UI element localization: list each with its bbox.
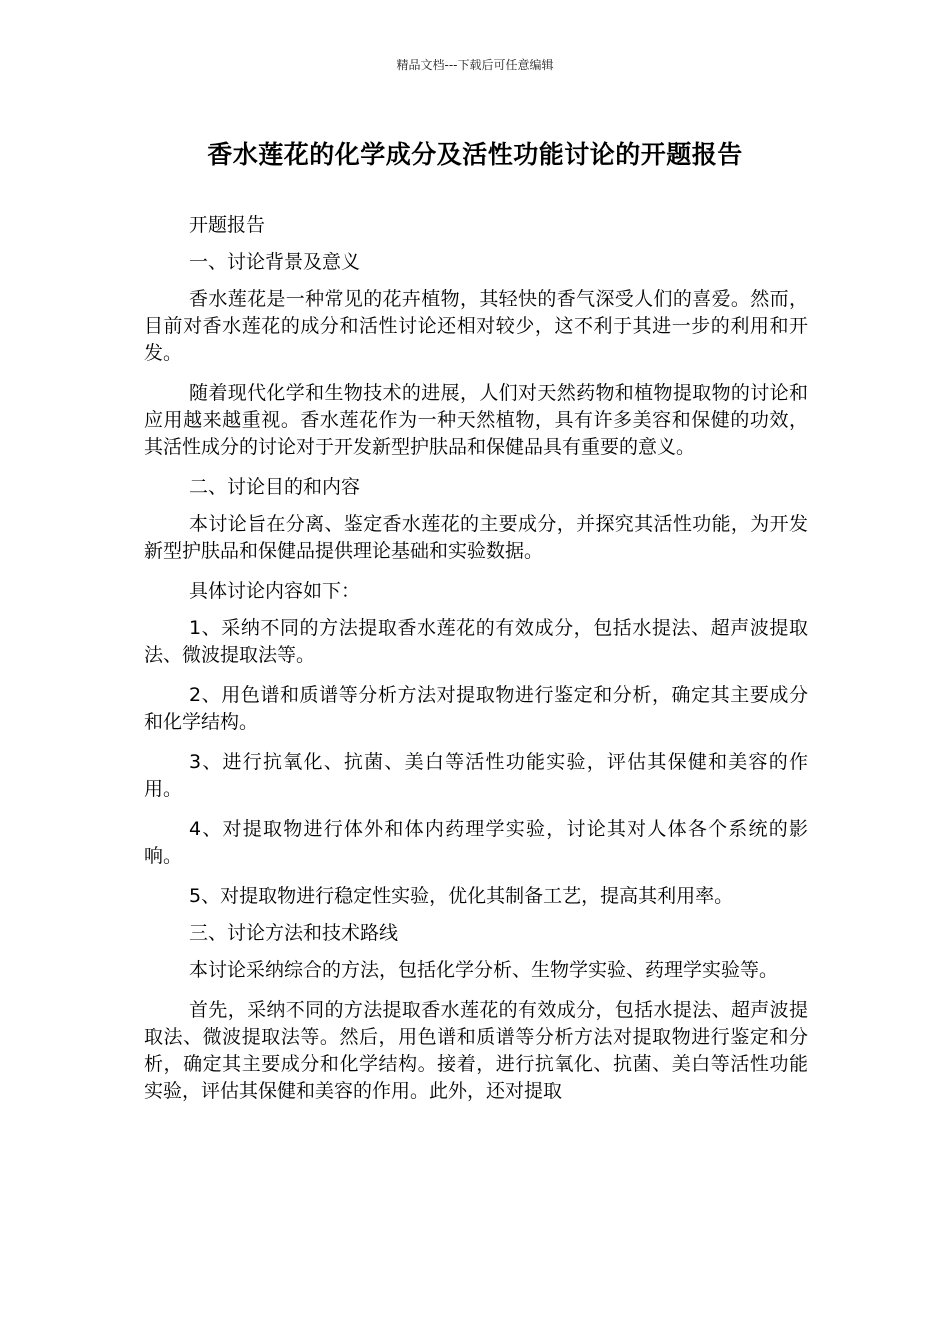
paragraph-content-intro: 具体讨论内容如下： — [189, 580, 361, 602]
paragraph-methods-1: 本讨论采纳综合的方法，包括化学分析、生物学实验、药理学实验等。 — [189, 959, 779, 981]
document-title: 香水莲花的化学成分及活性功能讨论的开题报告 — [207, 140, 743, 169]
paragraph-methods-2: 首先，采纳不同的方法提取香水莲花的有效成分，包括水提法、超声波提取法、微波提取法等。然后，用色谱和质谱等分析方法对提取物进行鉴定和分析，确定其主要成分和化学结构。接着，进行抗氧化、抗菌、美白等活性功能实验，评估其保健和美容的作用。此外，还对提取 — [144, 999, 808, 1102]
page-header: 精品文档---下载后可任意编辑 — [396, 58, 554, 72]
list-item-content-1: 1、采纳不同的方法提取香水莲花的有效成分，包括水提法、超声波提取法、微波提取法等。 — [144, 617, 808, 666]
list-item-content-3: 3、进行抗氧化、抗菌、美白等活性功能实验，评估其保健和美容的作用。 — [144, 751, 808, 800]
list-item-content-4: 4、对提取物进行体外和体内药理学实验，讨论其对人体各个系统的影响。 — [144, 818, 808, 867]
section-label-report: 开题报告 — [189, 214, 266, 236]
list-item-content-2: 2、用色谱和质谱等分析方法对提取物进行鉴定和分析，确定其主要成分和化学结构。 — [144, 684, 808, 733]
section-heading-methods: 三、讨论方法和技术路线 — [189, 922, 399, 944]
section-heading-purpose: 二、讨论目的和内容 — [189, 476, 361, 498]
paragraph-purpose: 本讨论旨在分离、鉴定香水莲花的主要成分，并探究其活性功能，为开发新型护肤品和保健品提供理论基础和实验数据。 — [144, 513, 808, 562]
paragraph-background-2: 随着现代化学和生物技术的进展，人们对天然药物和植物提取物的讨论和应用越来越重视。香水莲花作为一种天然植物，具有许多美容和保健的功效，其活性成分的讨论对于开发新型护肤品和保健品具有重要的意义。 — [144, 382, 808, 458]
section-heading-background: 一、讨论背景及意义 — [189, 251, 361, 273]
document-body — [144, 212, 808, 1118]
list-item-content-5: 5、对提取物进行稳定性实验，优化其制备工艺，提高其利用率。 — [189, 885, 734, 907]
paragraph-background-1: 香水莲花是一种常见的花卉植物，其轻快的香气深受人们的喜爱。然而，目前对香水莲花的成分和活性讨论还相对较少，这不利于其进一步的利用和开发。 — [144, 288, 808, 364]
